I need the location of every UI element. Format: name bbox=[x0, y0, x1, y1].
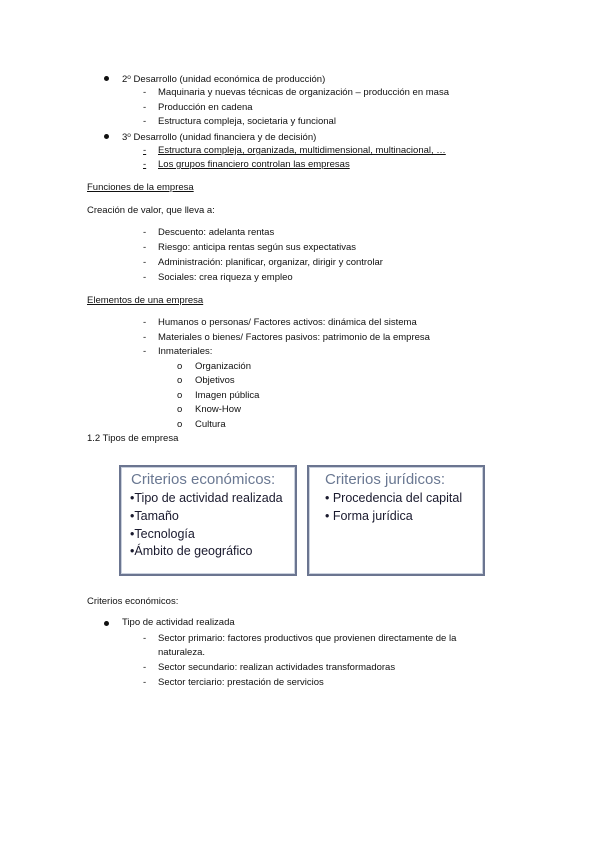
element-subitem: Know-How bbox=[195, 404, 241, 415]
economic-criteria-item: •Tipo de actividad realizada bbox=[130, 491, 283, 505]
dash-marker: - bbox=[143, 159, 147, 170]
dash-marker: - bbox=[143, 257, 147, 268]
economic-criteria-box bbox=[119, 465, 297, 576]
functions-heading: Funciones de la empresa bbox=[87, 182, 194, 193]
sub-item: Maquinaria y nuevas técnicas de organización – producción en masa bbox=[158, 87, 449, 98]
dash-marker: - bbox=[143, 87, 147, 98]
sub-item: Estructura compleja, organizada, multidimensional, multinacional, … bbox=[158, 145, 446, 156]
economic-criteria-item: •Tecnología bbox=[130, 527, 195, 541]
dash-marker: - bbox=[143, 677, 147, 688]
function-item: Descuento: adelanta rentas bbox=[158, 227, 275, 238]
element-item: Humanos o personas/ Factores activos: dinámica del sistema bbox=[158, 317, 417, 328]
legal-criteria-title: Criterios jurídicos: bbox=[325, 471, 446, 488]
dash-marker: - bbox=[143, 272, 147, 283]
sub-item: Los grupos financiero controlan las empresas bbox=[158, 159, 350, 170]
circle-marker: o bbox=[177, 375, 183, 386]
sector-item-continued: naturaleza. bbox=[158, 647, 206, 658]
element-subitem: Cultura bbox=[195, 419, 226, 430]
economic-criteria-item: •Tamaño bbox=[130, 509, 179, 523]
sector-item: Sector terciario: prestación de servicios bbox=[158, 677, 324, 688]
economic-criteria-item: •Ámbito de geográfico bbox=[130, 544, 253, 558]
element-item: Inmateriales: bbox=[158, 346, 213, 357]
element-subitem: Organización bbox=[195, 361, 251, 372]
circle-marker: o bbox=[177, 404, 183, 415]
bullet-dot bbox=[104, 134, 109, 139]
dash-marker: - bbox=[143, 145, 147, 156]
legal-criteria-box bbox=[307, 465, 485, 576]
element-subitem: Imagen pública bbox=[195, 390, 260, 401]
dash-marker: - bbox=[143, 242, 147, 253]
function-item: Administración: planificar, organizar, dirigir y controlar bbox=[158, 257, 383, 268]
list-item-3-desarrollo: 3$^o$ Desarrollo (unidad financiera y de decisión) bbox=[122, 132, 317, 143]
legal-criteria-item: • Forma jurídica bbox=[325, 509, 413, 523]
function-item: Riesgo: anticipa rentas según sus expectativas bbox=[158, 242, 357, 253]
list-item-2-desarrollo: 2$^o$ Desarrollo (unidad económica de producción) bbox=[122, 74, 326, 85]
sub-item: Estructura compleja, societaria y funcional bbox=[158, 116, 336, 127]
bullet-dot bbox=[104, 76, 109, 81]
bullet-dot bbox=[104, 621, 109, 626]
types-heading: 1.2 Tipos de empresa bbox=[87, 433, 179, 444]
legal-criteria-item: • Procedencia del capital bbox=[325, 491, 463, 505]
sector-item: Sector secundario: realizan actividades transformadoras bbox=[158, 662, 396, 673]
element-subitem: Objetivos bbox=[195, 375, 235, 386]
dash-marker: - bbox=[143, 662, 147, 673]
sub-item: Producción en cadena bbox=[158, 102, 253, 113]
economic-heading: Criterios económicos: bbox=[87, 596, 179, 607]
sector-item: Sector primario: factores productivos que provienen directamente de la bbox=[158, 633, 457, 644]
dash-marker: - bbox=[143, 317, 147, 328]
dash-marker: - bbox=[143, 633, 147, 644]
circle-marker: o bbox=[177, 419, 183, 430]
dash-marker: - bbox=[143, 332, 147, 343]
dash-marker: - bbox=[143, 346, 147, 357]
dash-marker: - bbox=[143, 227, 147, 238]
economic-criteria-title: Criterios económicos: bbox=[131, 471, 276, 488]
circle-marker: o bbox=[177, 361, 183, 372]
dash-marker: - bbox=[143, 116, 147, 127]
elements-heading: Elementos de una empresa bbox=[87, 295, 204, 306]
circle-marker: o bbox=[177, 390, 183, 401]
dash-marker: - bbox=[143, 102, 147, 113]
functions-intro: Creación de valor, que lleva a: bbox=[87, 205, 215, 216]
function-item: Sociales: crea riqueza y empleo bbox=[158, 272, 293, 283]
economic-bullet: Tipo de actividad realizada bbox=[122, 617, 235, 628]
element-item: Materiales o bienes/ Factores pasivos: patrimonio de la empresa bbox=[158, 332, 430, 343]
